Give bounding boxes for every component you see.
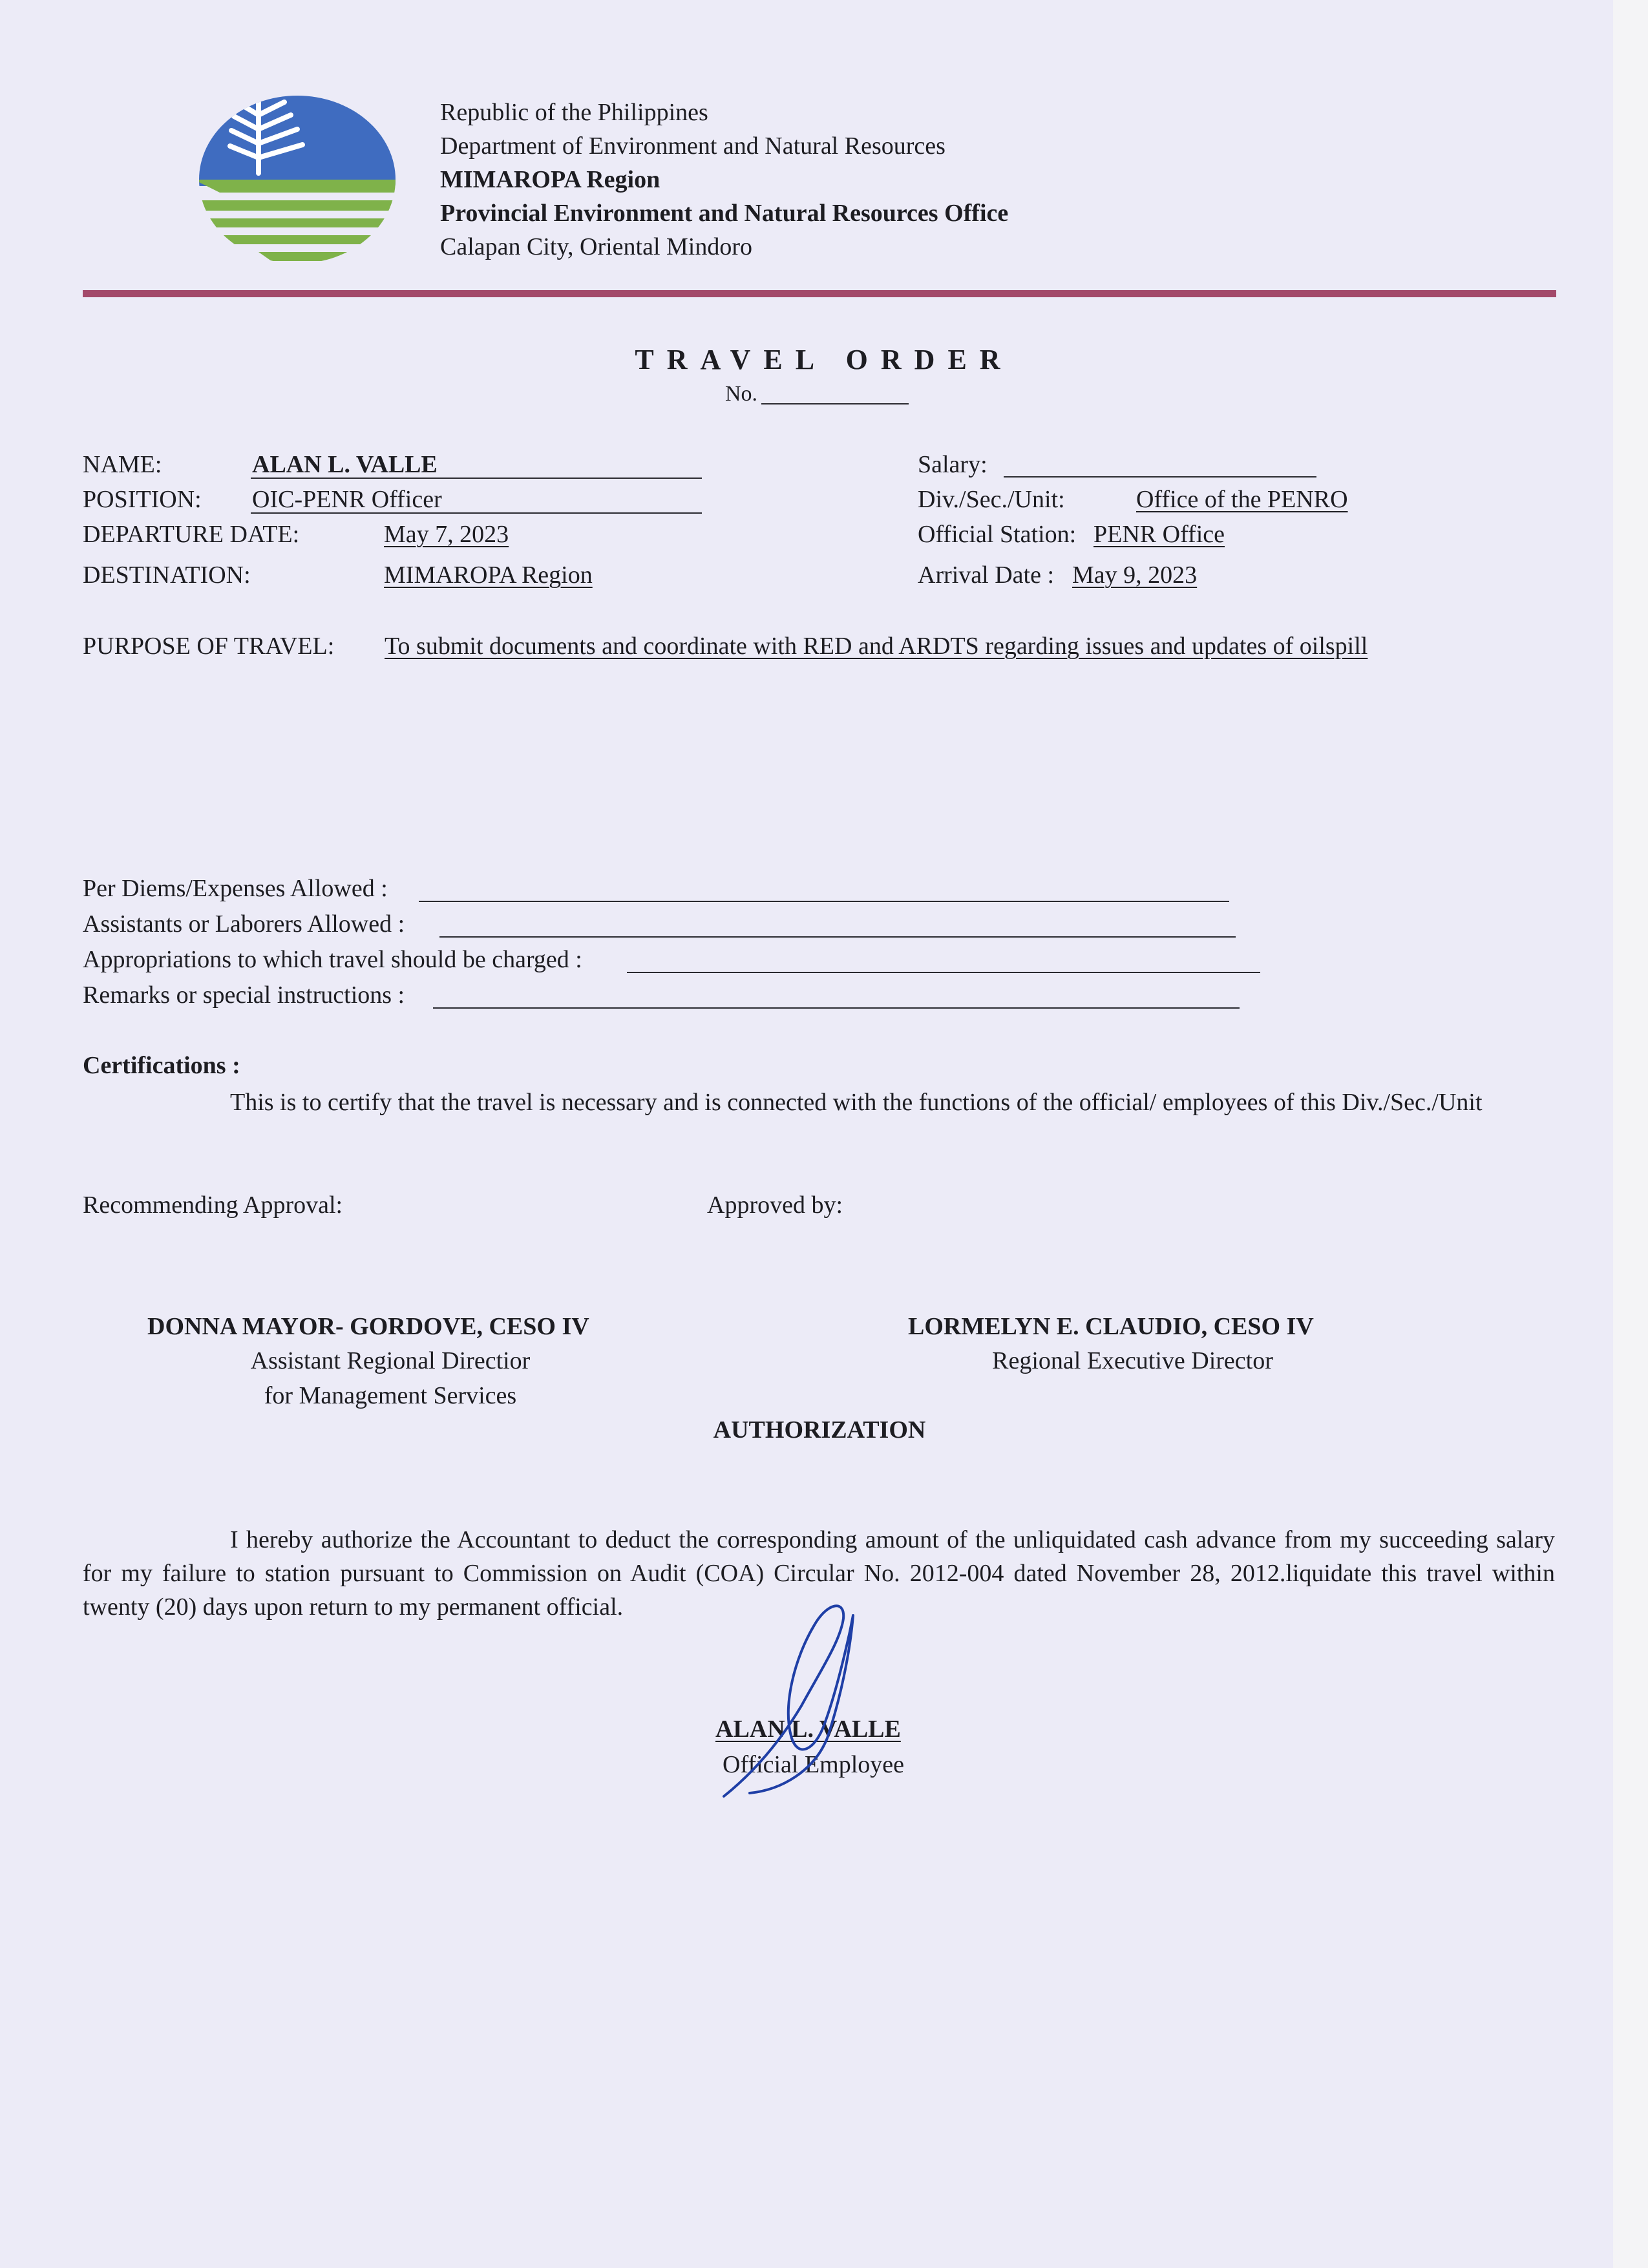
remarks-label: Remarks or special instructions : <box>83 982 405 1009</box>
station-value: PENR Office <box>1093 521 1225 548</box>
signature <box>711 1596 892 1809</box>
order-number-label: No. <box>725 382 758 406</box>
header-department: Department of Environment and Natural Resources <box>440 132 945 160</box>
departure-value: May 7, 2023 <box>384 521 509 548</box>
name-underline <box>251 478 702 479</box>
per-diems-blank <box>419 901 1229 902</box>
purpose-label: PURPOSE OF TRAVEL: <box>83 633 335 660</box>
approved-by-label: Approved by: <box>707 1192 843 1219</box>
certifications-heading: Certifications : <box>83 1052 240 1079</box>
approver-title: Regional Executive Director <box>992 1347 1273 1374</box>
authorization-text: I hereby authorize the Accountant to deduct the corresponding amount of the unliquidated cash advance from my succeeding salary for my failure to station pursuant to Commission on Audit (COA) Circular No. 2012-004 dated November 28, 2012.liquidate this travel within twenty (20) days upon return to my permanent official. <box>83 1526 1555 1621</box>
signatory-name: ALAN L. VALLE <box>715 1716 901 1743</box>
appropriations-label: Appropriations to which travel should be charged : <box>83 946 582 973</box>
recommender-name: DONNA MAYOR- GORDOVE, CESO IV <box>147 1313 589 1340</box>
division-value: Office of the PENRO <box>1136 486 1348 513</box>
division-label: Div./Sec./Unit: <box>918 486 1065 513</box>
signatory-title: Official Employee <box>723 1751 905 1778</box>
recommender-title: Assistant Regional Directior <box>250 1347 531 1374</box>
recommending-approval-label: Recommending Approval: <box>83 1192 343 1219</box>
per-diems-label: Per Diems/Expenses Allowed : <box>83 875 388 902</box>
order-number-blank <box>761 403 909 404</box>
station-label: Official Station: <box>918 521 1077 548</box>
denr-logo <box>194 89 407 277</box>
appropriations-blank <box>627 972 1260 973</box>
purpose-value: To submit documents and coordinate with RED and ARDTS regarding issues and updates of oilspill <box>385 633 1368 660</box>
name-label: NAME: <box>83 451 162 478</box>
position-value: OIC-PENR Officer <box>252 486 442 513</box>
recommender-title-2: for Management Services <box>264 1382 517 1409</box>
header-region: MIMAROPA Region <box>440 166 660 193</box>
position-underline <box>251 512 702 514</box>
destination-label: DESTINATION: <box>83 562 251 589</box>
approver-name: LORMELYN E. CLAUDIO, CESO IV <box>908 1313 1314 1340</box>
certifications-text: This is to certify that the travel is necessary and is connected with the functions of the official/ employees of this Div./Sec./Unit <box>230 1089 1483 1116</box>
departure-label: DEPARTURE DATE: <box>83 521 300 548</box>
assistants-blank <box>439 936 1236 938</box>
header-office: Provincial Environment and Natural Resources Office <box>440 200 1009 227</box>
salary-label: Salary: <box>918 451 988 478</box>
header-republic: Republic of the Philippines <box>440 99 708 126</box>
name-value: ALAN L. VALLE <box>252 451 438 478</box>
remarks-blank <box>433 1007 1240 1009</box>
document-title: TRAVEL ORDER <box>635 344 1013 375</box>
header-divider <box>83 290 1556 297</box>
arrival-value: May 9, 2023 <box>1072 562 1198 589</box>
salary-blank <box>1004 476 1316 478</box>
arrival-label: Arrival Date : <box>918 562 1055 589</box>
authorization-heading: AUTHORIZATION <box>713 1416 926 1444</box>
destination-value: MIMAROPA Region <box>384 562 593 589</box>
assistants-label: Assistants or Laborers Allowed : <box>83 910 405 938</box>
page-edge <box>1613 0 1648 2268</box>
position-label: POSITION: <box>83 486 202 513</box>
header-city: Calapan City, Oriental Mindoro <box>440 233 752 260</box>
